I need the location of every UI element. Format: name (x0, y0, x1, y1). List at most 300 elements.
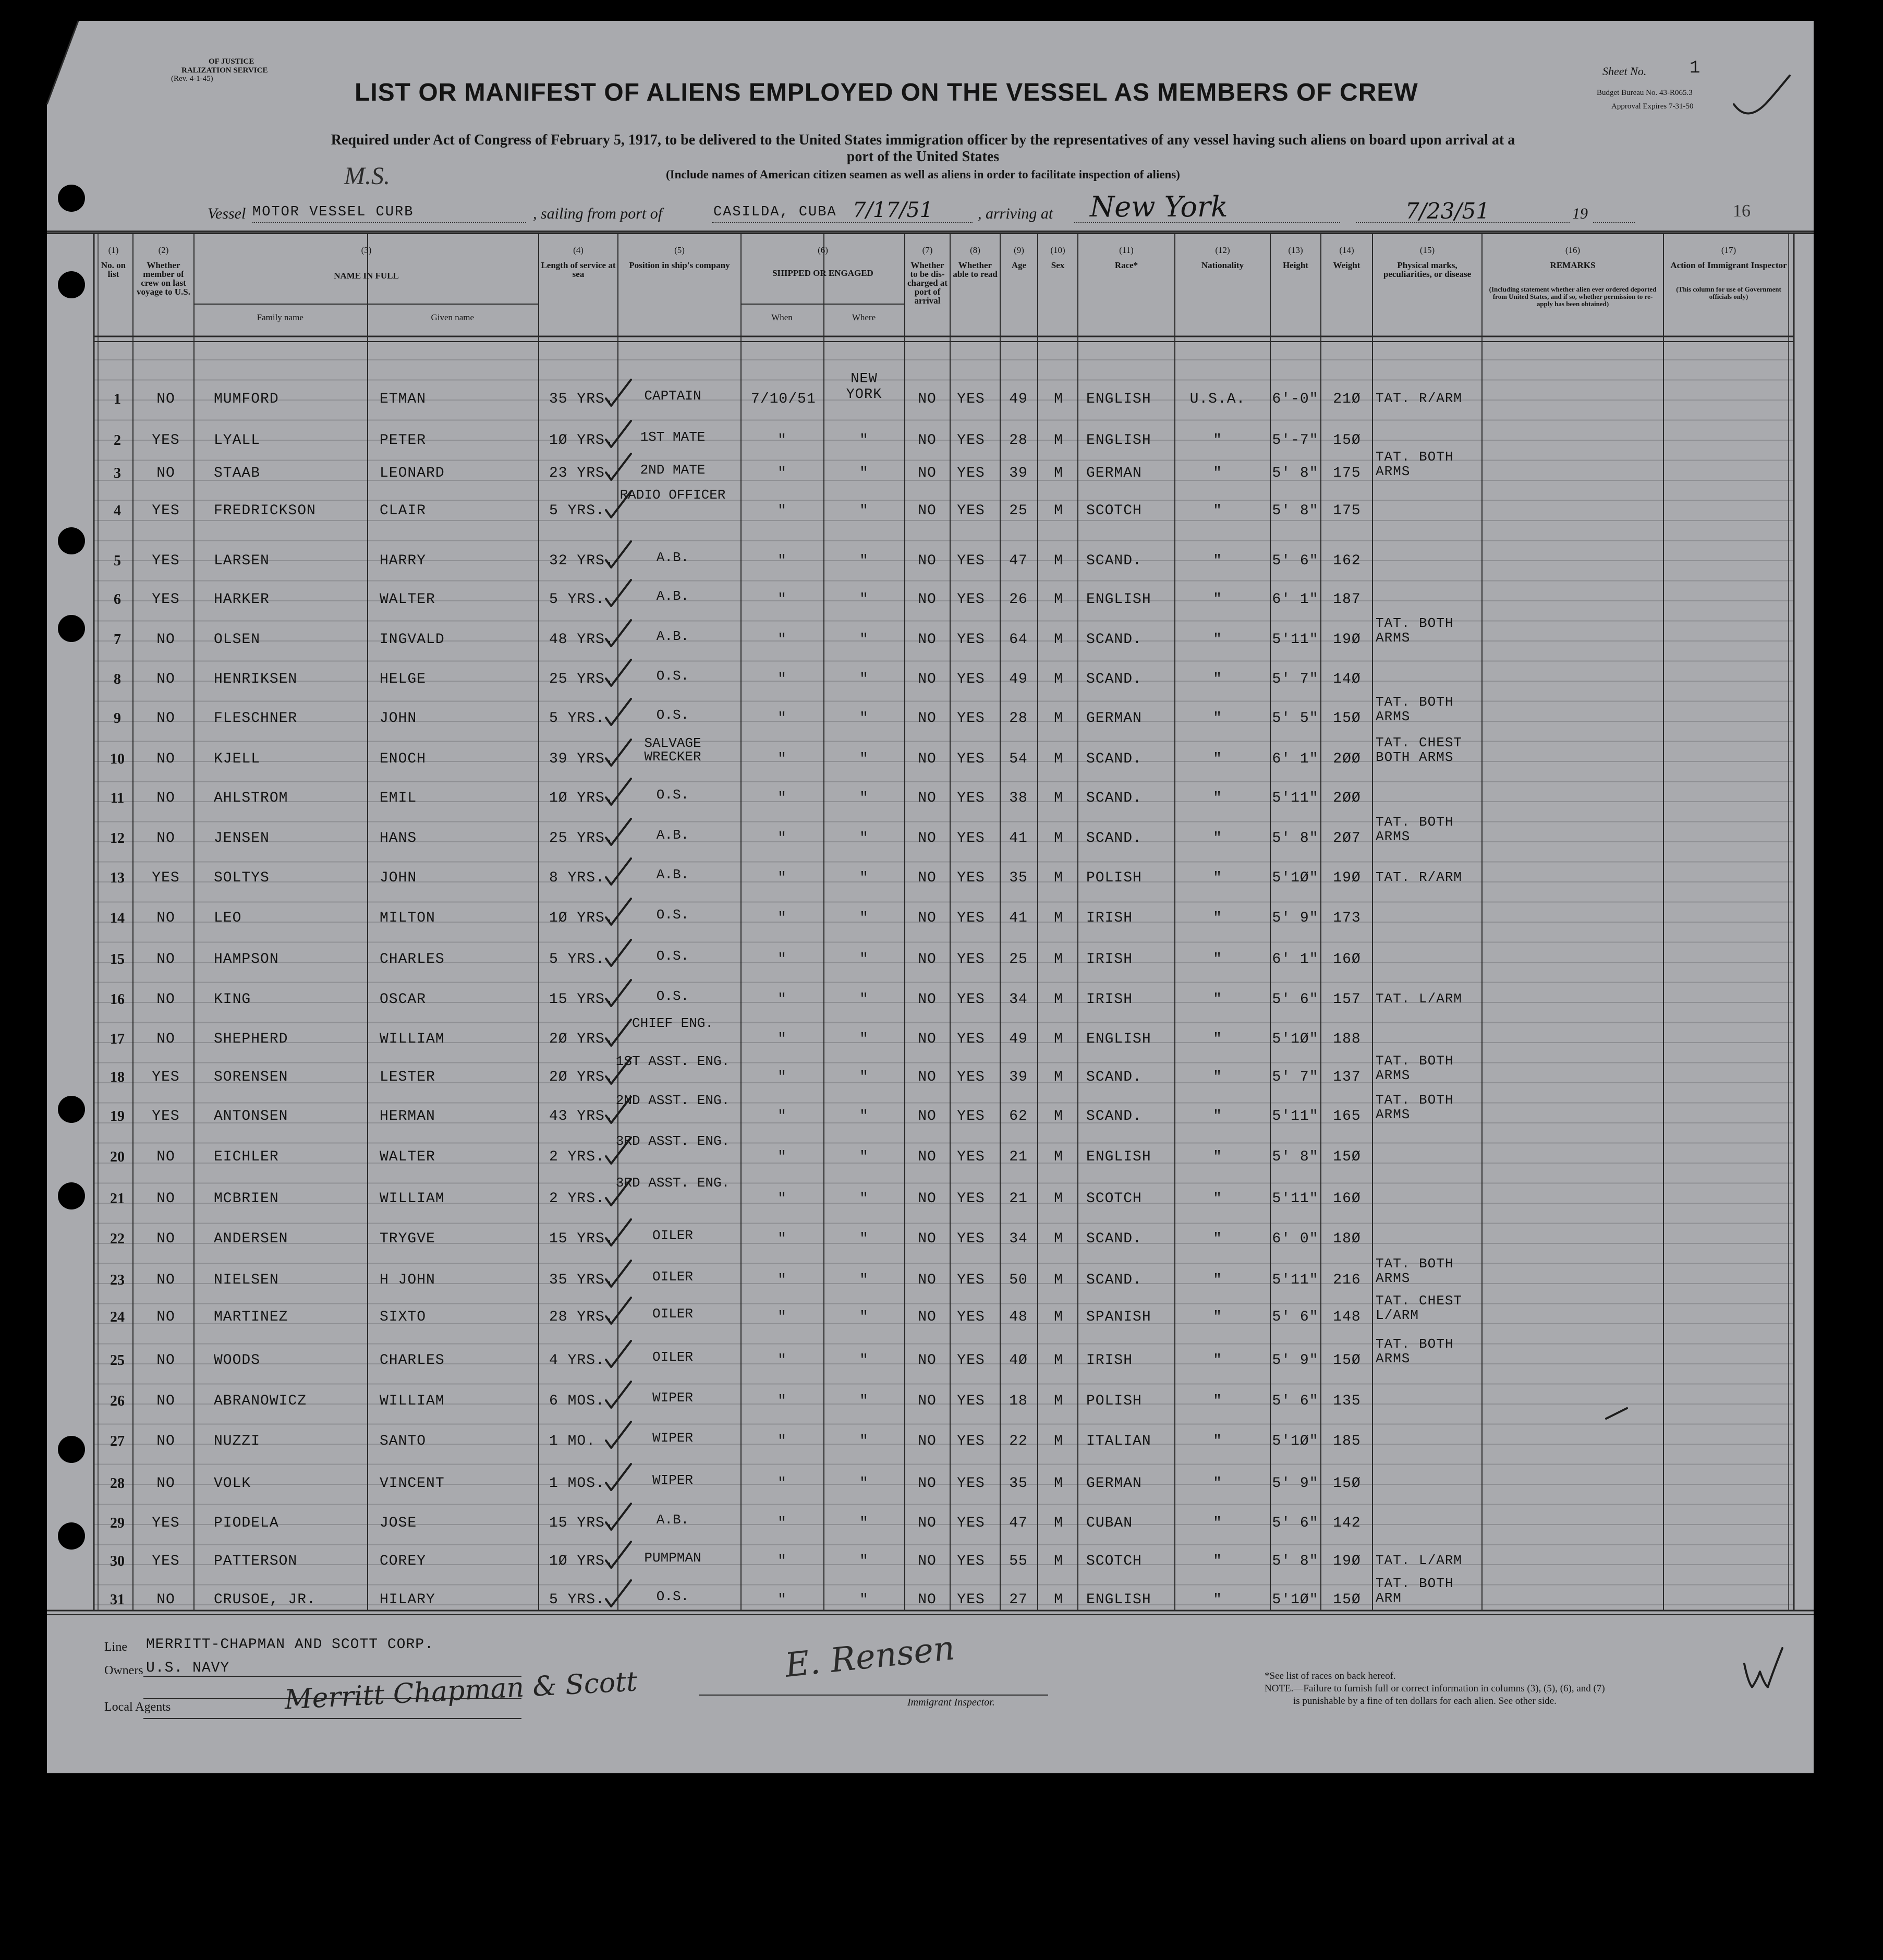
cell-given: MILTON (380, 910, 435, 926)
cell-prev: NO (156, 951, 175, 967)
cell-sex: M (1054, 1393, 1063, 1409)
cell-sex: M (1054, 1069, 1063, 1085)
cell-weight: 19Ø (1333, 870, 1361, 886)
cell-no: 17 (110, 1031, 125, 1047)
cell-height: 5'1Ø" (1272, 1433, 1319, 1449)
cell-sex: M (1054, 1553, 1063, 1569)
cell-given: JOHN (380, 870, 417, 886)
inspector-signature: E. Rensen (783, 1629, 957, 1685)
column-label: Length of service at sea (541, 260, 616, 279)
cell-race: IRISH (1086, 991, 1133, 1008)
cell-position: 1ST ASST. ENG. (615, 1054, 730, 1069)
cell-given: WALTER (380, 591, 435, 608)
cell-given: CLAIR (380, 503, 427, 519)
cell-nationality: " (1213, 1149, 1222, 1165)
cell-service: 2Ø YRS. (549, 1069, 614, 1085)
cell-family: HARKER (214, 591, 270, 608)
cell-read: YES (957, 1031, 985, 1047)
cell-service: 1 MO. (549, 1433, 596, 1449)
column-label: Race* (1114, 260, 1138, 270)
year-underline (1593, 222, 1635, 223)
cell-service: 2 YRS. (549, 1191, 605, 1207)
cell-sex: M (1054, 1475, 1063, 1492)
cell-given: WILLIAM (380, 1393, 445, 1409)
cell-height: 5' 7" (1272, 671, 1319, 687)
cell-race: SCAND. (1086, 671, 1142, 687)
cell-position: O.S. (656, 948, 689, 964)
cell-service: 1Ø YRS. (549, 790, 614, 806)
port-underline (712, 222, 973, 223)
cell-service: 2 YRS. (549, 1149, 605, 1165)
cell-height: 5' 5" (1272, 710, 1319, 727)
cell-height: 6' 1" (1272, 591, 1319, 608)
cell-sex: M (1054, 1592, 1063, 1608)
cell-read: YES (957, 790, 985, 806)
column-label: Position in ship's company (629, 260, 730, 270)
column-sub-label: Family name (257, 312, 303, 322)
cell-when: " (778, 1191, 787, 1207)
cell-nationality: " (1213, 910, 1222, 926)
cell-discharged: NO (918, 1031, 937, 1047)
cell-no: 7 (114, 632, 121, 648)
cell-family: LEO (214, 910, 242, 926)
cell-prev: NO (156, 1475, 175, 1492)
budget-bureau-no: Budget Bureau No. 43-R065.3 (1597, 89, 1693, 97)
cell-service: 15 YRS. (549, 991, 614, 1008)
cell-prev: NO (156, 1592, 175, 1608)
cell-weight: 19Ø (1333, 632, 1361, 648)
column-number: (11) (1119, 245, 1134, 255)
cell-where: " (859, 1309, 869, 1325)
cell-discharged: NO (918, 830, 937, 846)
column-number: (9) (1014, 245, 1024, 255)
cell-read: YES (957, 1352, 985, 1369)
cell-when: " (778, 503, 787, 519)
cell-discharged: NO (918, 1069, 937, 1085)
cell-family: SORENSEN (214, 1069, 288, 1085)
cell-read: YES (957, 830, 985, 846)
cell-age: 49 (1009, 671, 1028, 687)
cell-read: YES (957, 391, 985, 407)
cell-no: 29 (110, 1515, 125, 1531)
cell-when: " (778, 1433, 787, 1449)
cell-discharged: NO (918, 1592, 937, 1608)
arrival-date: 7/23/51 (1405, 198, 1490, 224)
cell-where: " (859, 830, 869, 846)
cell-marks: TAT. BOTH ARMS (1376, 1256, 1454, 1286)
cell-where: " (859, 1393, 869, 1409)
column-note: (Including statement whether alien ever ordered deported from United States, and if so, whether permission to re-apply has been obtained) (1489, 285, 1657, 308)
cell-weight: 216 (1333, 1272, 1361, 1288)
cell-weight: 173 (1333, 910, 1361, 926)
cell-given: INGVALD (380, 632, 445, 648)
cell-no: 11 (110, 790, 125, 806)
cell-marks: TAT. L/ARM (1376, 991, 1463, 1007)
cell-no: 26 (110, 1393, 125, 1409)
cell-race: GERMAN (1086, 1475, 1142, 1492)
cell-given: EMIL (380, 790, 417, 806)
cell-age: 62 (1009, 1108, 1028, 1124)
cell-service: 43 YRS. (549, 1108, 614, 1124)
cell-race: SCAND. (1086, 1069, 1142, 1085)
cell-given: LEONARD (380, 465, 445, 481)
cell-weight: 187 (1333, 591, 1361, 608)
cell-sex: M (1054, 1352, 1063, 1369)
agency-line-3: (Rev. 4-1-45) (171, 75, 213, 83)
cell-marks: TAT. R/ARM (1376, 391, 1463, 406)
sailing-port: CASILDA, CUBA (713, 204, 837, 220)
cell-discharged: NO (918, 1475, 937, 1492)
column-number: (2) (158, 245, 169, 255)
cell-when: " (778, 1272, 787, 1288)
cell-race: SCOTCH (1086, 1191, 1142, 1207)
cell-weight: 15Ø (1333, 1475, 1361, 1492)
cell-weight: 2ØØ (1333, 751, 1361, 767)
immigrant-inspector-label: Immigrant Inspector. (907, 1697, 995, 1708)
cell-prev: NO (156, 1149, 175, 1165)
column-label: Whether to be dis- charged at port of arrival (907, 260, 947, 306)
cell-when: " (778, 910, 787, 926)
cell-family: MUMFORD (214, 391, 279, 407)
cell-sex: M (1054, 751, 1063, 767)
cell-read: YES (957, 1592, 985, 1608)
cell-service: 8 YRS. (549, 870, 605, 886)
cell-sex: M (1054, 790, 1063, 806)
cell-service: 35 YRS. (549, 391, 614, 407)
cell-where: " (859, 432, 869, 449)
cell-read: YES (957, 1393, 985, 1409)
cell-family: FLESCHNER (214, 710, 298, 727)
cell-service: 15 YRS. (549, 1515, 614, 1531)
cell-nationality: " (1213, 432, 1222, 449)
cell-when: " (778, 1515, 787, 1531)
cell-position: A.B. (656, 1512, 689, 1528)
owners-label: Owners (104, 1664, 143, 1677)
cell-family: NIELSEN (214, 1272, 279, 1288)
cell-nationality: " (1213, 465, 1222, 481)
cell-no: 18 (110, 1069, 125, 1085)
cell-weight: 14Ø (1333, 671, 1361, 687)
cell-no: 5 (114, 553, 121, 569)
cell-position: OILER (652, 1269, 693, 1285)
cell-prev: YES (152, 591, 180, 608)
column-number: (12) (1215, 245, 1230, 255)
column-note: (This column for use of Government officials only) (1676, 285, 1781, 300)
cell-given: HANS (380, 830, 417, 846)
sheet-number-label: Sheet No. (1602, 65, 1647, 78)
column-number: (4) (573, 245, 584, 255)
cell-prev: NO (156, 1433, 175, 1449)
requirement-line-1: Required under Act of Congress of February 5, 1917, to be delivered to the United States immigration officer by the representatives of any vessel having such aliens on board upon arrival at a (331, 132, 1515, 148)
cell-family: ANTONSEN (214, 1108, 288, 1124)
penalty-note-2: is punishable by a fine of ten dollars for each alien. See other side. (1293, 1696, 1557, 1707)
cell-given: PETER (380, 432, 427, 449)
agency-line-1: OF JUSTICE (209, 57, 254, 66)
cell-weight: 175 (1333, 503, 1361, 519)
line-value: MERRITT-CHAPMAN AND SCOTT CORP. (146, 1637, 434, 1653)
cell-given: WILLIAM (380, 1191, 445, 1207)
cell-discharged: NO (918, 553, 937, 569)
ms-annotation: M.S. (344, 162, 390, 190)
cell-weight: 16Ø (1333, 951, 1361, 967)
cell-discharged: NO (918, 1191, 937, 1207)
cell-service: 6 MOS. (549, 1393, 605, 1409)
cell-no: 16 (110, 991, 125, 1008)
cell-race: ENGLISH (1086, 1149, 1151, 1165)
cell-when: " (778, 432, 787, 449)
cell-no: 6 (114, 591, 121, 608)
cell-discharged: NO (918, 1352, 937, 1369)
cell-service: 2Ø YRS. (549, 1031, 614, 1047)
cell-no: 1 (114, 391, 121, 407)
cell-where: " (859, 1475, 869, 1492)
cell-prev: YES (152, 503, 180, 519)
cell-where: " (859, 1108, 869, 1124)
cell-service: 25 YRS. (549, 830, 614, 846)
cell-prev: NO (156, 1031, 175, 1047)
cell-height: 5' 8" (1272, 503, 1319, 519)
cell-nationality: " (1213, 1592, 1222, 1608)
cell-service: 5 YRS. (549, 710, 605, 727)
cell-nationality: " (1213, 1108, 1222, 1124)
cell-when: " (778, 1108, 787, 1124)
cell-given: SANTO (380, 1433, 427, 1449)
cell-height: 5' 8" (1272, 1149, 1319, 1165)
column-number: (17) (1721, 245, 1736, 255)
cell-nationality: U.S.A. (1189, 391, 1246, 407)
cell-height: 5' 8" (1272, 465, 1319, 481)
cell-age: 25 (1009, 503, 1028, 519)
cell-discharged: NO (918, 591, 937, 608)
cell-given: SIXTO (380, 1309, 427, 1325)
cell-no: 9 (114, 710, 121, 727)
vessel-name: MOTOR VESSEL CURB (252, 204, 414, 220)
cell-nationality: " (1213, 951, 1222, 967)
cell-sex: M (1054, 432, 1063, 449)
cell-height: 5' 6" (1272, 1515, 1319, 1531)
cell-where: " (859, 1231, 869, 1247)
cell-position: O.S. (656, 787, 689, 803)
cell-when: " (778, 1475, 787, 1492)
cell-where: " (859, 1149, 869, 1165)
cell-race: SCAND. (1086, 1231, 1142, 1247)
agents-signature: Merritt Chapman & Scott (283, 1666, 638, 1716)
cell-family: AHLSTROM (214, 790, 288, 806)
cell-family: PIODELA (214, 1515, 279, 1531)
cell-nationality: " (1213, 991, 1222, 1008)
cell-sex: M (1054, 1031, 1063, 1047)
line-label: Line (104, 1640, 127, 1654)
cell-nationality: " (1213, 870, 1222, 886)
cell-height: 5' 6" (1272, 1309, 1319, 1325)
cell-service: 4 YRS. (549, 1352, 605, 1369)
cell-no: 25 (110, 1352, 125, 1369)
cell-given: H JOHN (380, 1272, 435, 1288)
cell-where: " (859, 1069, 869, 1085)
cell-sex: M (1054, 1272, 1063, 1288)
cell-where: " (859, 870, 869, 886)
cell-prev: NO (156, 751, 175, 767)
cell-nationality: " (1213, 1433, 1222, 1449)
cell-age: 64 (1009, 632, 1028, 648)
cell-discharged: NO (918, 1433, 937, 1449)
cell-height: 5' 6" (1272, 1393, 1319, 1409)
cell-age: 21 (1009, 1149, 1028, 1165)
cell-family: LARSEN (214, 553, 270, 569)
cell-position: SALVAGE WRECKER (644, 735, 701, 765)
cell-race: ENGLISH (1086, 1592, 1151, 1608)
cell-where: " (859, 1553, 869, 1569)
cell-weight: 185 (1333, 1433, 1361, 1449)
cell-prev: NO (156, 391, 175, 407)
cell-height: 6' 1" (1272, 751, 1319, 767)
cell-position: O.S. (656, 1589, 689, 1604)
cell-service: 1 MOS. (549, 1475, 605, 1492)
cell-age: 49 (1009, 391, 1028, 407)
cell-age: 41 (1009, 830, 1028, 846)
cell-family: EICHLER (214, 1149, 279, 1165)
cell-nationality: " (1213, 830, 1222, 846)
column-sub-label: Where (852, 312, 876, 322)
cell-age: 21 (1009, 1191, 1028, 1207)
cell-no: 30 (110, 1553, 125, 1569)
cell-height: 5'11" (1272, 790, 1319, 806)
cell-age: 50 (1009, 1272, 1028, 1288)
cell-position: WIPER (652, 1390, 693, 1406)
column-sub-label: Given name (431, 312, 475, 322)
cell-race: ENGLISH (1086, 591, 1151, 608)
cell-when: " (778, 830, 787, 846)
column-number: (3) (361, 245, 372, 255)
cell-read: YES (957, 991, 985, 1008)
agency-line-2: RALIZATION SERVICE (181, 66, 268, 75)
cell-marks: TAT. BOTH ARMS (1376, 694, 1454, 724)
cell-discharged: NO (918, 432, 937, 449)
cell-when: " (778, 465, 787, 481)
cell-race: IRISH (1086, 1352, 1133, 1369)
cell-marks: TAT. CHEST L/ARM (1376, 1293, 1463, 1323)
cell-no: 13 (110, 870, 125, 886)
cell-sex: M (1054, 1433, 1063, 1449)
date-underline (1356, 222, 1570, 223)
cell-prev: YES (152, 432, 180, 449)
cell-when: " (778, 870, 787, 886)
cell-no: 23 (110, 1272, 125, 1288)
cell-given: CHARLES (380, 951, 445, 967)
cell-sex: M (1054, 830, 1063, 846)
cell-discharged: NO (918, 1108, 937, 1124)
cell-discharged: NO (918, 710, 937, 727)
cell-service: 32 YRS. (549, 553, 614, 569)
cell-race: ITALIAN (1086, 1433, 1151, 1449)
cell-given: ETMAN (380, 391, 427, 407)
cell-weight: 15Ø (1333, 1352, 1361, 1369)
cell-read: YES (957, 591, 985, 608)
cell-read: YES (957, 1475, 985, 1492)
cell-given: OSCAR (380, 991, 427, 1008)
cell-discharged: NO (918, 1272, 937, 1288)
cell-prev: NO (156, 1393, 175, 1409)
cell-family: ANDERSEN (214, 1231, 288, 1247)
cell-marks: TAT. BOTH ARMS (1376, 615, 1454, 646)
cell-read: YES (957, 553, 985, 569)
column-number: (10) (1050, 245, 1065, 255)
cell-age: 34 (1009, 1231, 1028, 1247)
cell-sex: M (1054, 465, 1063, 481)
cell-no: 2 (114, 432, 121, 449)
cell-marks: TAT. R/ARM (1376, 869, 1463, 885)
cell-no: 10 (110, 751, 125, 767)
cell-position: WIPER (652, 1472, 693, 1488)
cell-position: O.S. (656, 988, 689, 1004)
cell-age: 35 (1009, 1475, 1028, 1492)
cell-when: " (778, 671, 787, 687)
cell-age: 47 (1009, 1515, 1028, 1531)
column-label: REMARKS (1550, 260, 1596, 270)
cell-sex: M (1054, 991, 1063, 1008)
cell-read: YES (957, 1553, 985, 1569)
cell-sex: M (1054, 910, 1063, 926)
cell-no: 31 (110, 1592, 125, 1608)
cell-given: CHARLES (380, 1352, 445, 1369)
cell-age: 47 (1009, 553, 1028, 569)
cell-weight: 165 (1333, 1108, 1361, 1124)
column-number: (16) (1565, 245, 1581, 255)
cell-height: 5' 6" (1272, 991, 1319, 1008)
cell-discharged: NO (918, 951, 937, 967)
cell-position: 3RD ASST. ENG. (615, 1175, 730, 1191)
cell-sex: M (1054, 1191, 1063, 1207)
cell-height: 6'-0" (1272, 391, 1319, 407)
cell-service: 23 YRS. (549, 465, 614, 481)
cell-when: " (778, 1352, 787, 1369)
cell-position: CAPTAIN (644, 388, 701, 404)
cell-when: " (778, 1309, 787, 1325)
cell-marks: TAT. BOTH ARMS (1376, 1336, 1454, 1366)
cell-when: " (778, 751, 787, 767)
cell-where: " (859, 1272, 869, 1288)
cell-where: " (859, 1433, 869, 1449)
cell-family: FREDRICKSON (214, 503, 316, 519)
cell-age: 54 (1009, 751, 1028, 767)
cell-height: 6' 1" (1272, 951, 1319, 967)
cell-nationality: " (1213, 1393, 1222, 1409)
cell-where: NEW YORK (846, 371, 882, 403)
cell-position: OILER (652, 1306, 693, 1322)
sheet-number: 1 (1690, 58, 1700, 78)
column-label: Nationality (1201, 260, 1244, 270)
requirement-line-2: port of the United States (846, 149, 1000, 165)
cell-given: HELGE (380, 671, 427, 687)
sailing-label: , sailing from port of (533, 205, 663, 222)
cell-position: 3RD ASST. ENG. (615, 1133, 730, 1149)
cell-where: " (859, 710, 869, 727)
cell-when: " (778, 591, 787, 608)
cell-nationality: " (1213, 1069, 1222, 1085)
cell-age: 22 (1009, 1433, 1028, 1449)
cell-read: YES (957, 1515, 985, 1531)
cell-height: 5'1Ø" (1272, 870, 1319, 886)
cell-family: HAMPSON (214, 951, 279, 967)
cell-sex: M (1054, 1515, 1063, 1531)
column-label: No. on list (101, 260, 126, 279)
column-label: Physical marks, peculiarities, or disease (1383, 260, 1472, 279)
cell-sex: M (1054, 671, 1063, 687)
column-label: Height (1282, 260, 1309, 270)
approval-expires: Approval Expires 7-31-50 (1611, 102, 1694, 111)
cell-no: 15 (110, 951, 125, 967)
cell-height: 5' 9" (1272, 1475, 1319, 1492)
